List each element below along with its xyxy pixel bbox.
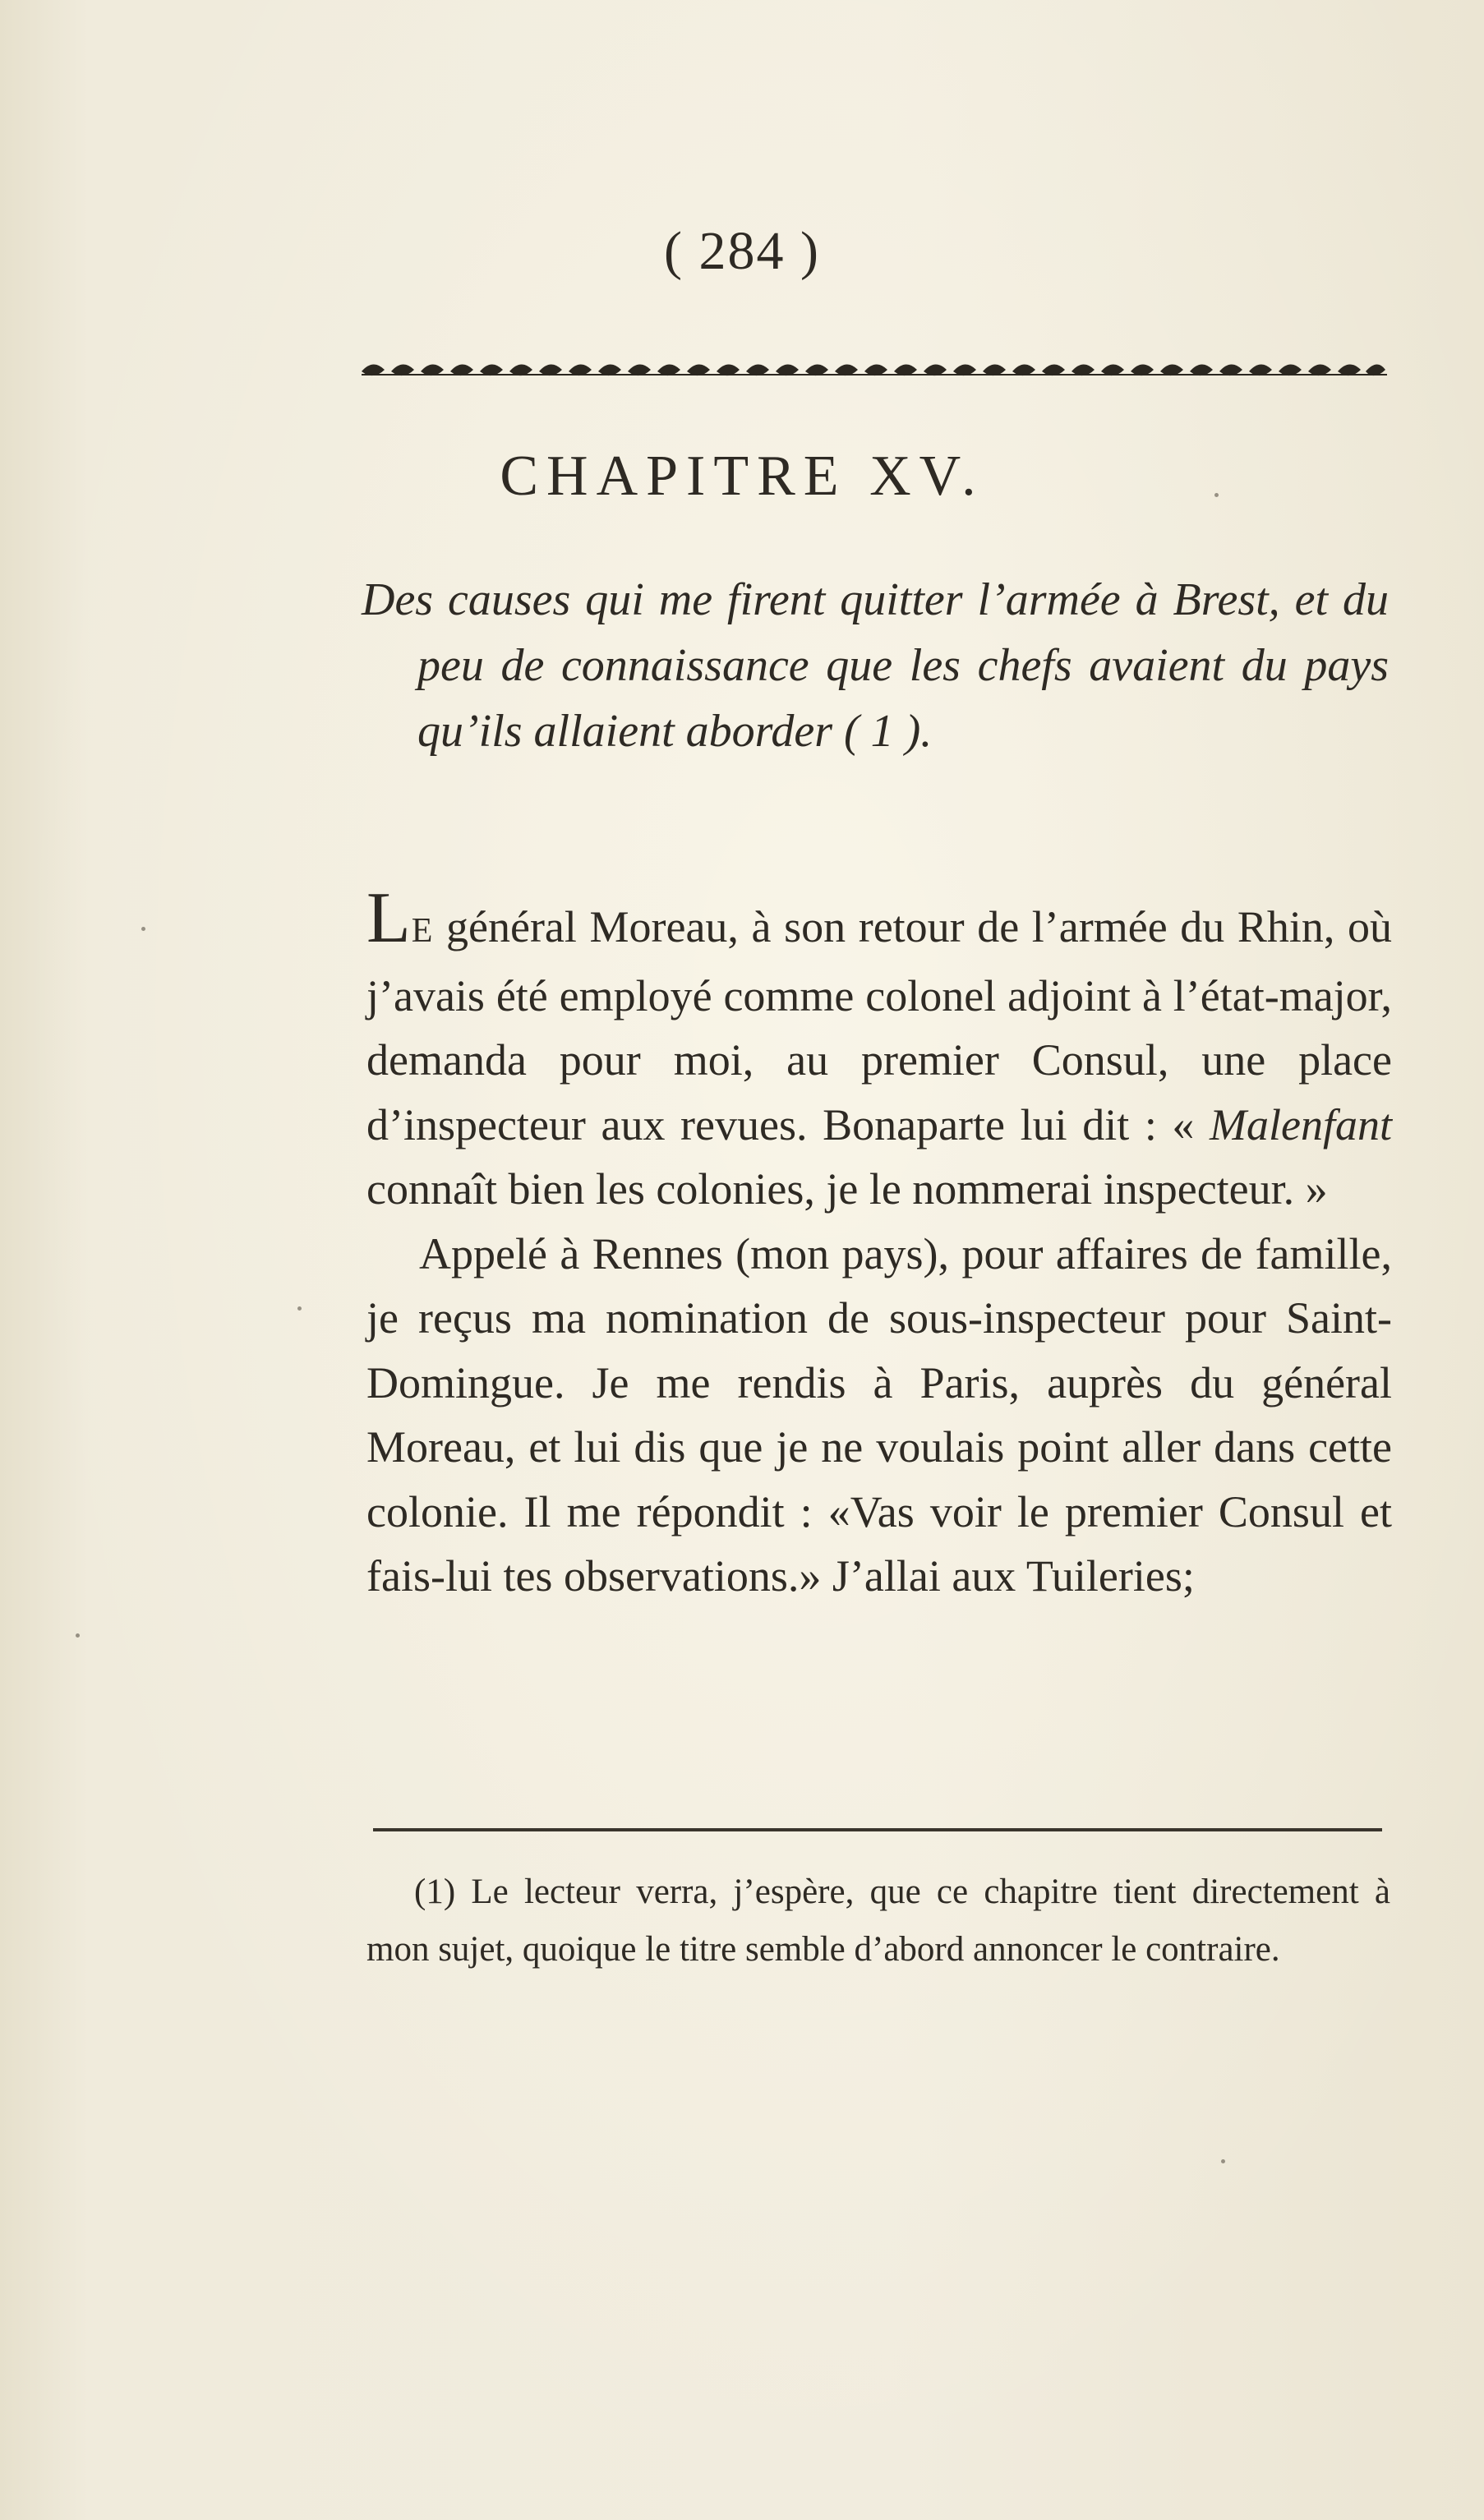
paragraph-1 — [366, 878, 1392, 1222]
ornament-divider — [362, 355, 1387, 383]
footnote: (1) Le lecteur verra, j’espère, que ce chapitre tient directement à mon sujet, quoique le titre semble d’abord annoncer le contraire. — [366, 1873, 1390, 1969]
paper-speck — [1214, 493, 1219, 497]
small-cap: E — [411, 912, 434, 950]
drop-cap: L — [366, 878, 412, 958]
paper-speck — [297, 1306, 302, 1311]
paragraph-1-text: général Moreau, à son retour de l’armée du Rhin, où j’avais été employé comme colonel adjoint à l’état-major, demanda pour moi, au premier Consul, une place d’inspecteur aux revues. Bonaparte lui dit : « — [366, 902, 1392, 1149]
page-number: ( 284 ) — [664, 221, 820, 281]
paragraph-2: Appelé à Rennes (mon pays), pour affaires de famille, je reçus ma nomination de sous-inspecteur pour Saint-Domingue. Je me rendis à Paris, auprès du général Moreau, et lui dis que je ne voulais point aller dans cette colonie. Il me répondit : «Vas voir le premier Consul et fais-lui tes observations.» J’allai aux Tuileries; — [366, 1228, 1392, 1601]
body-text — [366, 878, 1392, 1609]
paper-speck — [76, 1633, 80, 1638]
paragraph-1-text-end: connaît bien les colonies, je le nommerai inspecteur. » — [366, 1164, 1328, 1214]
paragraph-1-italic-name: Malenfant — [1210, 1099, 1392, 1149]
chapter-title: CHAPITRE XV. — [500, 445, 984, 508]
footnote-rule — [373, 1828, 1382, 1831]
chapter-summary: Des causes qui me firent quitter l’armée à Brest, et du peu de connaissance que les chefs avaient du pays qu’ils allaient aborder ( 1 ). — [362, 574, 1389, 757]
paper-speck — [1221, 2159, 1225, 2163]
paper-speck — [141, 927, 145, 931]
